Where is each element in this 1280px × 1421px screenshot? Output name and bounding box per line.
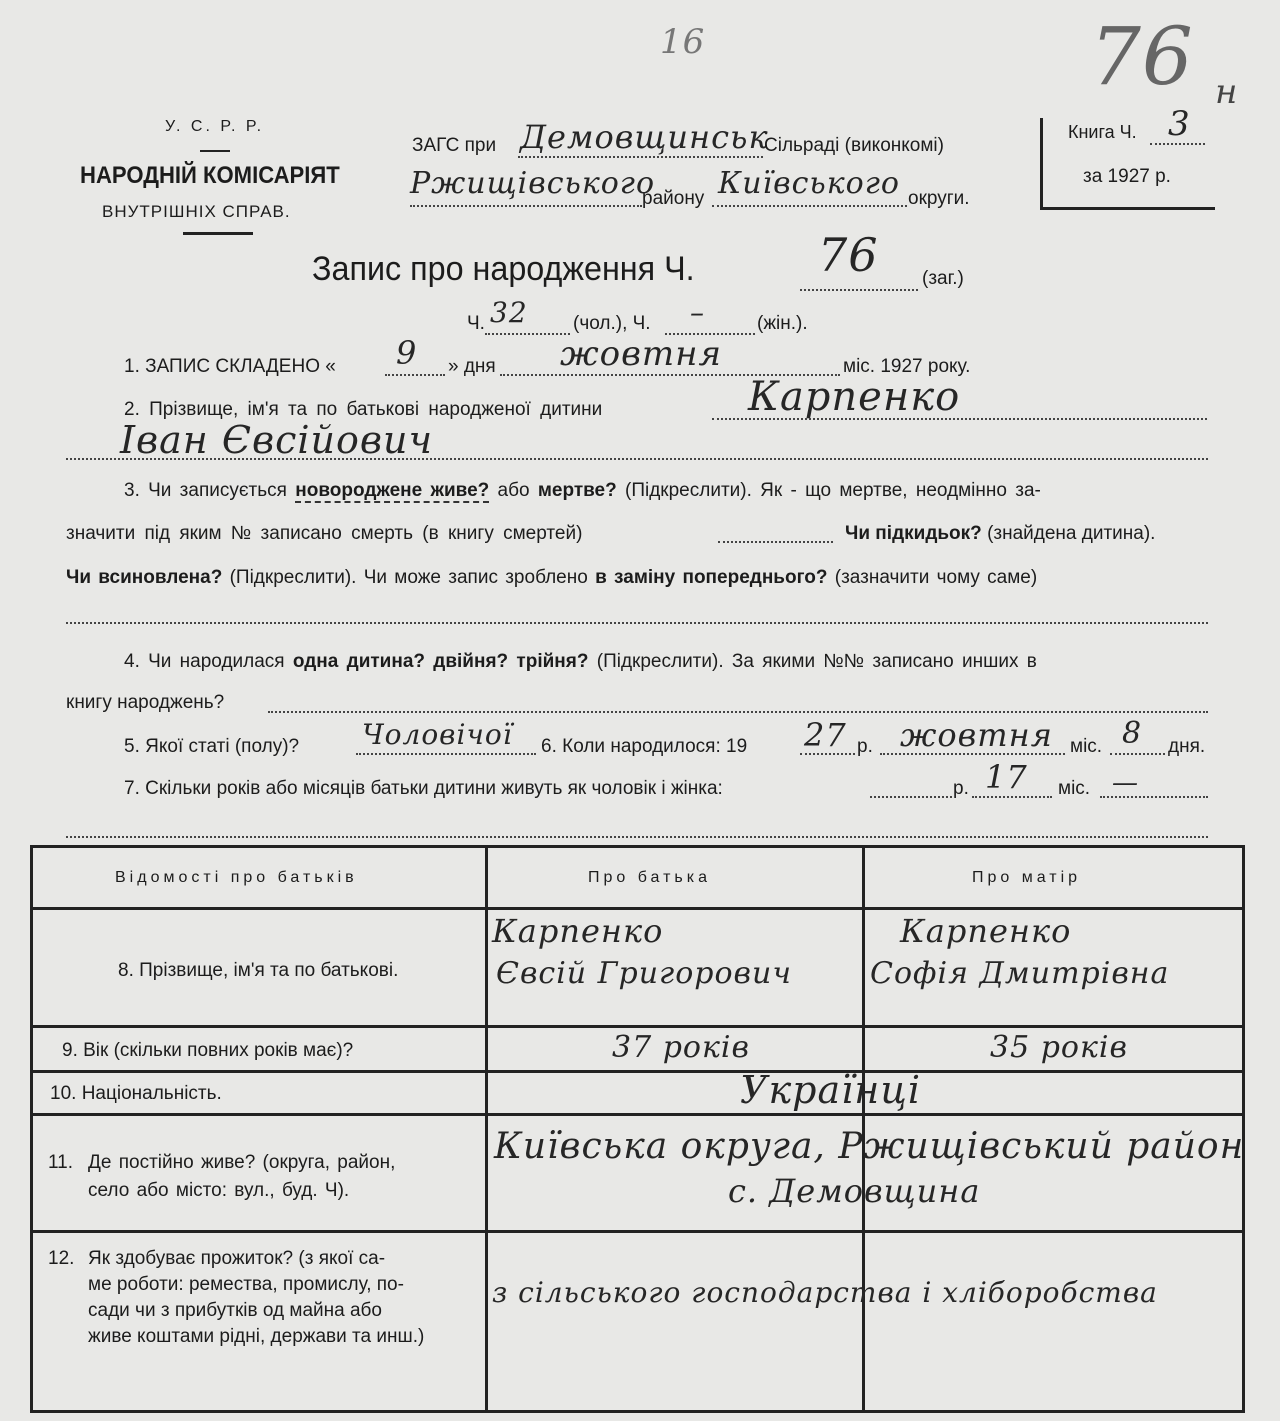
father-age: 37 років (612, 1030, 750, 1065)
item1-month: жовтня (560, 334, 723, 374)
item4-intro: 4. Чи народилася (124, 651, 285, 672)
item3-alive: новороджене живе? (295, 480, 490, 501)
item3-intro: 3. Чи записується (124, 480, 287, 501)
female-number: – (690, 296, 705, 329)
item3-replace: в заміну попереднього? (595, 567, 828, 588)
item3-or: або (497, 480, 530, 501)
item7-years: 17 (985, 758, 1028, 796)
item4-instruction: (Підкреслити). За якими №№ записано инших в (596, 651, 1037, 672)
archive-sheet-number: 76 (1090, 10, 1194, 103)
okruha-value: Київського (718, 166, 900, 201)
item1-day-line (385, 374, 445, 376)
mother-surname: Карпенко (900, 912, 1072, 950)
page-title: Запис про народження Ч. (312, 250, 695, 288)
row11-number: 11. (48, 1152, 74, 1173)
birth-month: жовтня (900, 716, 1053, 754)
table-left-border (30, 845, 33, 1413)
item5-label: 5. Якої статі (полу)? (124, 736, 300, 757)
row8-label: 8. Прізвище, ім'я та по батькові. (118, 960, 399, 981)
book-label: Книга Ч. (1068, 122, 1137, 142)
item3-line1 (124, 480, 1041, 502)
child-surname: Карпенко (748, 374, 961, 420)
residence: Київська округа, Ржищівський район (494, 1126, 1245, 1167)
male-number-line (485, 333, 570, 335)
row12-label-line1: Як здобуває прожиток? (з якої са- (88, 1248, 386, 1269)
book-number-line (1150, 143, 1205, 145)
child-sex-line (356, 753, 536, 755)
birth-day-line (1110, 753, 1165, 755)
row9-label: 9. Вік (скільки повних років має)? (62, 1040, 354, 1061)
birth-day: 8 (1122, 716, 1143, 751)
header-state: У. С. Р. Р. (165, 118, 265, 135)
item3-line3 (66, 567, 1037, 589)
item7-extra-line (66, 836, 1208, 838)
birth-month-suffix: міс. (1070, 736, 1103, 757)
birth-month-line (880, 753, 1065, 755)
item4-line (268, 711, 1208, 713)
birth-year-line (800, 753, 855, 755)
father-surname: Карпенко (492, 912, 664, 950)
birth-day-suffix: дня. (1168, 736, 1206, 757)
item7-years-line (972, 796, 1052, 798)
item7-months-line (1100, 796, 1208, 798)
birth-year: 27 (804, 716, 847, 754)
item3-foundling (845, 523, 1155, 545)
item1-end: міс. 1927 року. (843, 356, 971, 377)
record-number: 76 (818, 228, 879, 282)
item7-years-gap (870, 796, 952, 798)
item3-line2-text: значити під яким № записано смерть (в книгу смертей) (66, 523, 583, 544)
child-name-line (66, 458, 1208, 460)
zags-village: Демовщинськ (520, 118, 769, 156)
district-line (410, 205, 642, 207)
item2-label: 2. Прізвище, ім'я та по батькові народженої дитини (124, 399, 603, 420)
table-row8-border (30, 1025, 1245, 1028)
archive-pencil-number: 16 (660, 22, 706, 62)
item3-adopted: Чи всиновлена? (66, 567, 223, 588)
okruha-line (712, 205, 907, 207)
header-dash-bottom (183, 232, 253, 235)
birth-year-suffix: р. (857, 736, 873, 757)
table-row10-border (30, 1113, 1245, 1116)
table-col1-border (485, 845, 488, 1413)
table-row11-border (30, 1230, 1245, 1233)
item7-months: — (1112, 768, 1139, 798)
book-year: за 1927 р. (1083, 166, 1171, 187)
header-dash-top (200, 150, 230, 152)
zags-village-line (518, 156, 763, 158)
table-header-mother: Про матір (972, 869, 1082, 886)
residence-village: с. Демовщина (728, 1172, 981, 1210)
item3-reason-line (66, 622, 1208, 624)
item3-instruction: (Підкреслити). Як - що мертве, неодмінно за- (625, 480, 1041, 501)
table-bottom-border (30, 1410, 1245, 1413)
item7-label: 7. Скільки років або місяців батьки дитини живуть як чоловік і жінка: (124, 778, 723, 799)
district-value: Ржищівського (410, 166, 656, 201)
row12-label-line2: ме роботи: ремества, промислу, по- (88, 1274, 404, 1295)
livelihood: з сільського господарства і хліборобства (492, 1276, 1158, 1309)
title-suffix: (заг.) (922, 268, 964, 289)
archive-sheet-suffix: н (1215, 72, 1239, 112)
item1-day-close: » дня (448, 356, 496, 377)
item3-dead: мертве? (537, 480, 617, 501)
header-commissariat: НАРОДНІЙ КОМІСАРІЯТ (80, 162, 340, 189)
father-name: Євсій Григорович (496, 956, 792, 991)
item4-line1 (124, 651, 1037, 673)
row12-label-line4: живе коштами рідні, держави та инш.) (88, 1326, 425, 1347)
row12-number: 12. (48, 1248, 75, 1269)
item3-replace-note: (зазначити чому саме) (834, 567, 1038, 588)
item1-label: 1. ЗАПИС СКЛАДЕНО « (124, 356, 336, 377)
item4-line2: книгу народжень? (66, 692, 225, 713)
child-sex: Чоловічої (362, 718, 513, 751)
table-row9-border (30, 1070, 1245, 1073)
table-header-border (30, 907, 1245, 910)
male-label: (чол.), Ч. (573, 313, 651, 334)
nationality: Українці (740, 1068, 921, 1112)
male-number: 32 (490, 296, 528, 329)
book-box-left-border (1040, 118, 1043, 210)
table-header-info: Відомості про батьків (115, 869, 358, 886)
mother-name: Софія Дмитрівна (870, 956, 1170, 991)
item1-day: 9 (396, 334, 418, 372)
male-prefix: Ч. (467, 313, 485, 334)
item7-years-suffix: р. (953, 778, 969, 799)
row10-label: 10. Національність. (50, 1083, 222, 1104)
book-number: 3 (1168, 104, 1191, 144)
item3-foundling-q: Чи підкидьок? (845, 523, 982, 544)
okruha-label: округи. (908, 188, 970, 209)
item4-options: одна дитина? двійня? трійня? (292, 651, 589, 672)
book-box-bottom-border (1040, 207, 1215, 210)
item7-months-suffix: міс. (1058, 778, 1091, 799)
row11-label-line2: село або місто: вул., буд. Ч). (88, 1180, 350, 1201)
item3-foundling-note: (знайдена дитина). (987, 523, 1156, 544)
table-header-father: Про батька (588, 869, 711, 886)
table-top-border (30, 845, 1245, 848)
child-name: Іван Євсійович (120, 418, 434, 462)
row12-label-line3: сади чи з прибутків од майна або (88, 1300, 382, 1321)
item3-replace-q: (Підкреслити). Чи може запис зроблено (229, 567, 588, 588)
item6-label: 6. Коли народилося: 19 (541, 736, 748, 757)
female-label: (жін.). (757, 313, 808, 334)
child-surname-line (712, 418, 1207, 420)
mother-age: 35 років (990, 1030, 1128, 1065)
record-number-line (800, 289, 918, 291)
header-department: ВНУТРІШНІХ СПРАВ. (102, 202, 291, 221)
row11-label-line1: Де постійно живе? (округа, район, (88, 1152, 396, 1173)
item3-death-number-line (718, 541, 833, 543)
zags-council: Сільраді (виконкомі) (764, 135, 944, 156)
district-label: району (642, 188, 705, 209)
zags-prefix: ЗАГС при (412, 135, 497, 156)
